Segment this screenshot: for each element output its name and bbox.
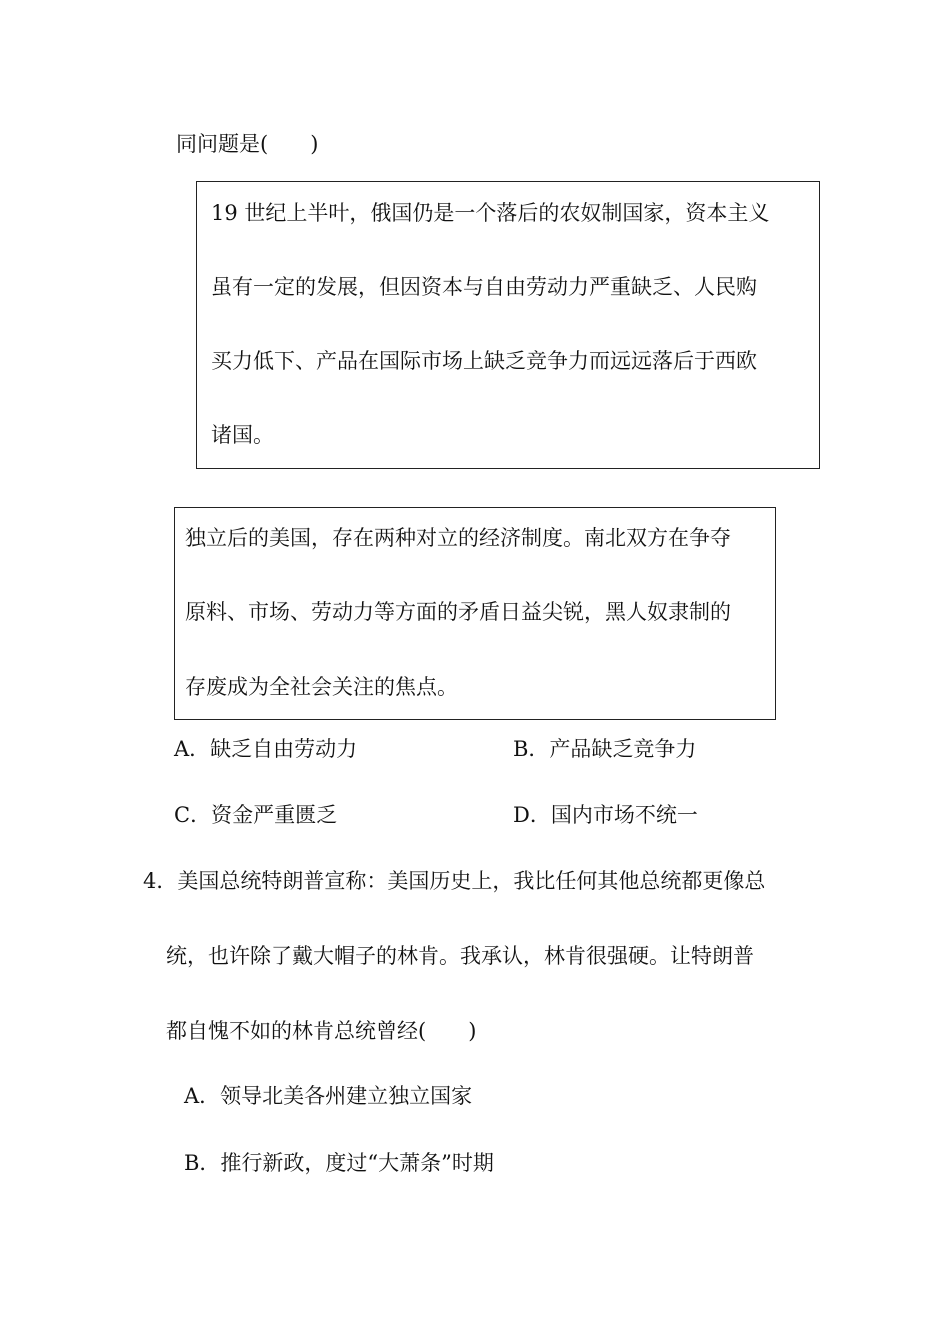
material-1-line-4: 诸国。 [211,423,274,447]
material-2-line-1: 独立后的美国，存在两种对立的经济制度。南北双方在争夺 [185,526,731,550]
q3-option-c: C．资金严重匮乏 [174,803,338,827]
question-4-line-2: 统，也许除了戴大帽子的林肯。我承认，林肯很强硬。让特朗普 [166,944,754,968]
material-1-line-2: 虽有一定的发展，但因资本与自由劳动力严重缺乏、人民购 [211,275,757,299]
material-2-line-2: 原料、市场、劳动力等方面的矛盾日益尖锐，黑人奴隶制的 [185,600,731,624]
q3-option-d: D．国内市场不统一 [513,803,698,827]
q4-option-a: A．领导北美各州建立独立国家 [184,1084,473,1108]
question-4-line-3: 都自愧不如的林肯总统曾经( ) [166,1019,477,1043]
material-box-russia [196,181,820,469]
material-box-usa [174,507,776,720]
q3-option-b: B．产品缺乏竞争力 [513,737,697,761]
material-2-line-3: 存废成为全社会关注的焦点。 [185,675,458,699]
q4-option-b: B．推行新政，度过“大萧条”时期 [184,1151,494,1175]
question-4-line-1: 4．美国总统特朗普宣称：美国历史上，我比任何其他总统都更像总 [143,869,766,893]
q3-option-a: A．缺乏自由劳动力 [174,737,358,761]
question-3-stem-tail: 同问题是( ) [176,132,319,156]
material-1-line-1: 19 世纪上半叶，俄国仍是一个落后的农奴制国家，资本主义 [211,201,770,225]
material-1-line-3: 买力低下、产品在国际市场上缺乏竞争力而远远落后于西欧 [211,349,757,373]
